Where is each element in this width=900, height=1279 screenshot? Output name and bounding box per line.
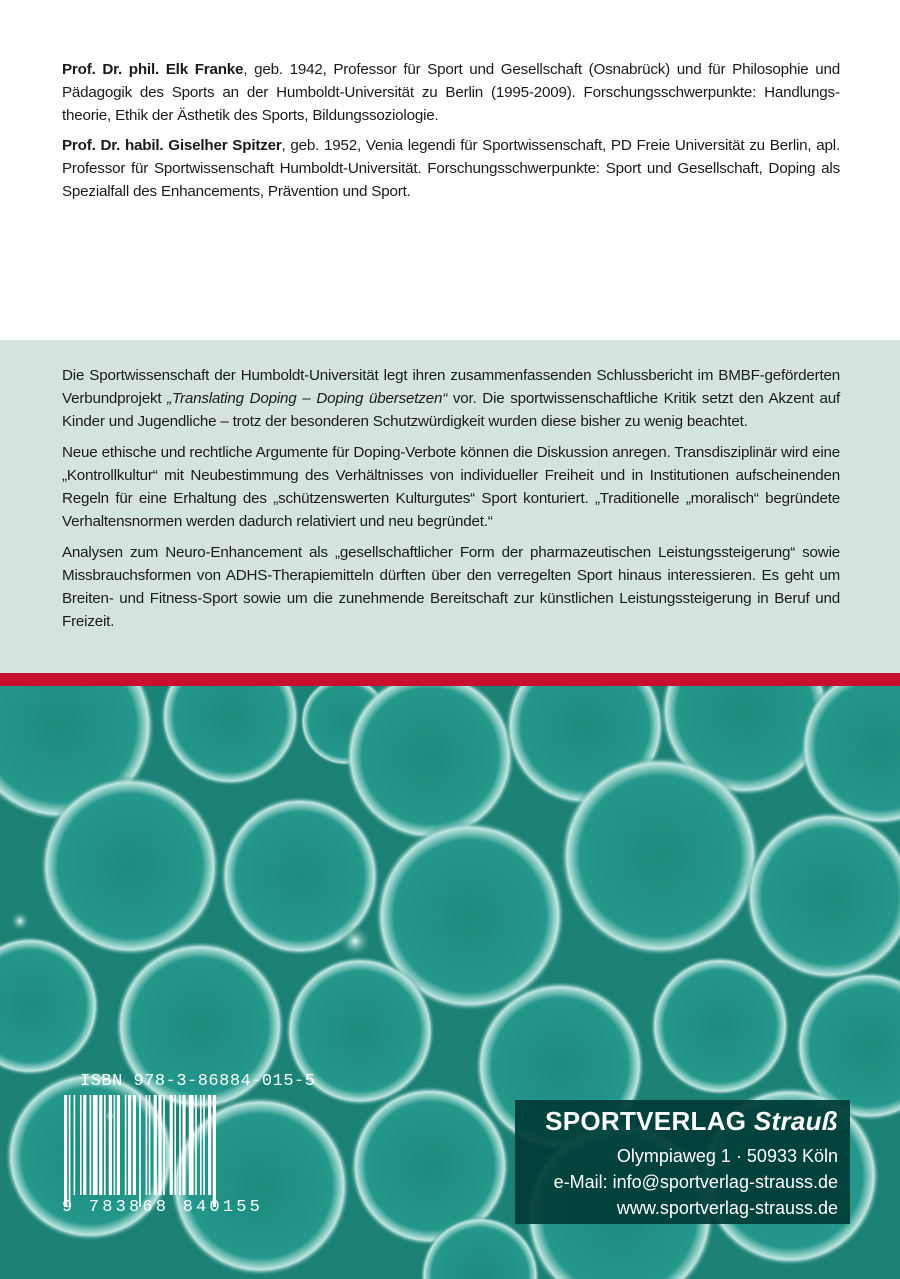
author-name: Prof. Dr. phil. Elk Franke [62,61,244,78]
barcode-bar [80,1095,82,1195]
barcode [62,1095,286,1215]
barcode-digits: 9 783868 840155 [62,1198,264,1217]
barcode-bar [90,1095,92,1195]
publisher-website[interactable]: www.sportverlag-strauss.de [616,1198,838,1218]
publisher-name [545,1106,838,1137]
author-bios [62,58,840,210]
red-divider [0,673,900,686]
barcode-bar [128,1095,131,1195]
barcode-bar [83,1095,86,1195]
barcode-bar [149,1095,151,1195]
barcode-bar [64,1095,67,1207]
barcode-bar [133,1095,136,1195]
author-bio [62,58,840,127]
author-name: Prof. Dr. habil. Giselher Spitzer [62,137,282,154]
author-bio-text: , geb. 1952, Venia legendi für Sportwissenschaft, PD Freie Universität zu Berlin, apl. Professor für Sportwissenschaft Humboldt-Universität. Forschungsschwerpunkte: Sport und Gesellschaft, Doping als Spezialfall des Enhancements, Prävention und Sport. [62,137,840,200]
barcode-bar [200,1095,202,1195]
barcode-bar [195,1095,197,1195]
blurb-paragraph: Neue ethische und rechtliche Argumente für Doping-Verbote können die Diskussion anregen. Transdisziplinär wird eine „Kontrollkultur“ mit Neubestimmung des Verhältnisses von individueller Freiheit und in Institutionen aufscheinenden Regeln für eine Erhaltung des „schützenswerten Kulturgutes“ Sport konturiert. „Traditionelle „moralisch“ begründete Verhaltensnormen werden dadurch relativiert und neu begründet.“ [62,444,840,530]
barcode-bar [163,1095,165,1195]
publisher-name-italic: Strauß [753,1106,838,1136]
barcode-bar [170,1095,173,1195]
barcode-bar [208,1095,211,1195]
project-title: „Translating Doping – Doping übersetzen“ [167,390,448,407]
barcode-bar [203,1095,205,1195]
barcode-bar [182,1095,185,1195]
blurb-text-part: vor. Die sportwissenschaftliche Kritik setzt den Akzent auf Kinder und Jugendliche – trotz der besonderen Schutzwürdigkeit wurden diese bisher zu wenig beachtet. [62,390,841,430]
barcode-bar [117,1095,120,1195]
barcode-bar [104,1095,106,1195]
barcode-bar [69,1095,71,1207]
isbn-label: ISBN 978-3-86884-015-5 [80,1072,316,1091]
barcode-bar [158,1095,161,1195]
author-bio [62,134,840,203]
barcode-bar [154,1095,157,1195]
blurb-paragraph: Analysen zum Neuro-Enhancement als „gesellschaftlicher Form der pharmazeutischen Leistungssteigerung“ sowie Missbrauchsformen von ADHS-Therapiemitteln dürften über den verregelten Sport hinaus interessieren. Es geht um Breiten- und Fitness-Sport sowie um die zunehmende Bereitschaft zur künstlichen Leistungssteigerung in Beruf und Freizeit. [62,544,840,630]
blurb-paragraph [62,364,840,433]
barcode-bar [213,1095,216,1207]
publisher-name-main: SPORTVERLAG [545,1106,747,1136]
barcode-bar [174,1095,176,1195]
barcode-bar [146,1095,148,1195]
barcode-bar [93,1095,98,1195]
barcode-bar [189,1095,194,1195]
publisher-email[interactable]: e-Mail: info@sportverlag-strauss.de [553,1172,838,1192]
author-bio-text: , geb. 1942, Professor für Sport und Gesellschaft (Osnabrück) und für Philosophie und Pädagogik des Sports an der Humboldt-Universität zu Berlin (1995-2009). Forschungsschwerpunkte: Handlungstheorie, Ethik der Ästhetik des Sports, Bildungssoziologie. [62,61,840,124]
barcode-bar [99,1095,102,1195]
barcode-bar [114,1095,116,1195]
barcode-bar [74,1095,76,1195]
barcode-bar [139,1095,141,1207]
publisher-address: Olympiaweg 1 · 50933 Köln [616,1146,838,1166]
barcode-bar [125,1095,127,1195]
blurb-text-part: Die Sportwissenschaft der Humboldt-Universität legt ihren zusammenfassenden Schlussbericht im BMBF-geförderten Verbundprojekt [62,367,840,407]
barcode-bar [109,1095,112,1195]
barcode-bar [179,1095,181,1195]
blurb-text [62,364,840,641]
